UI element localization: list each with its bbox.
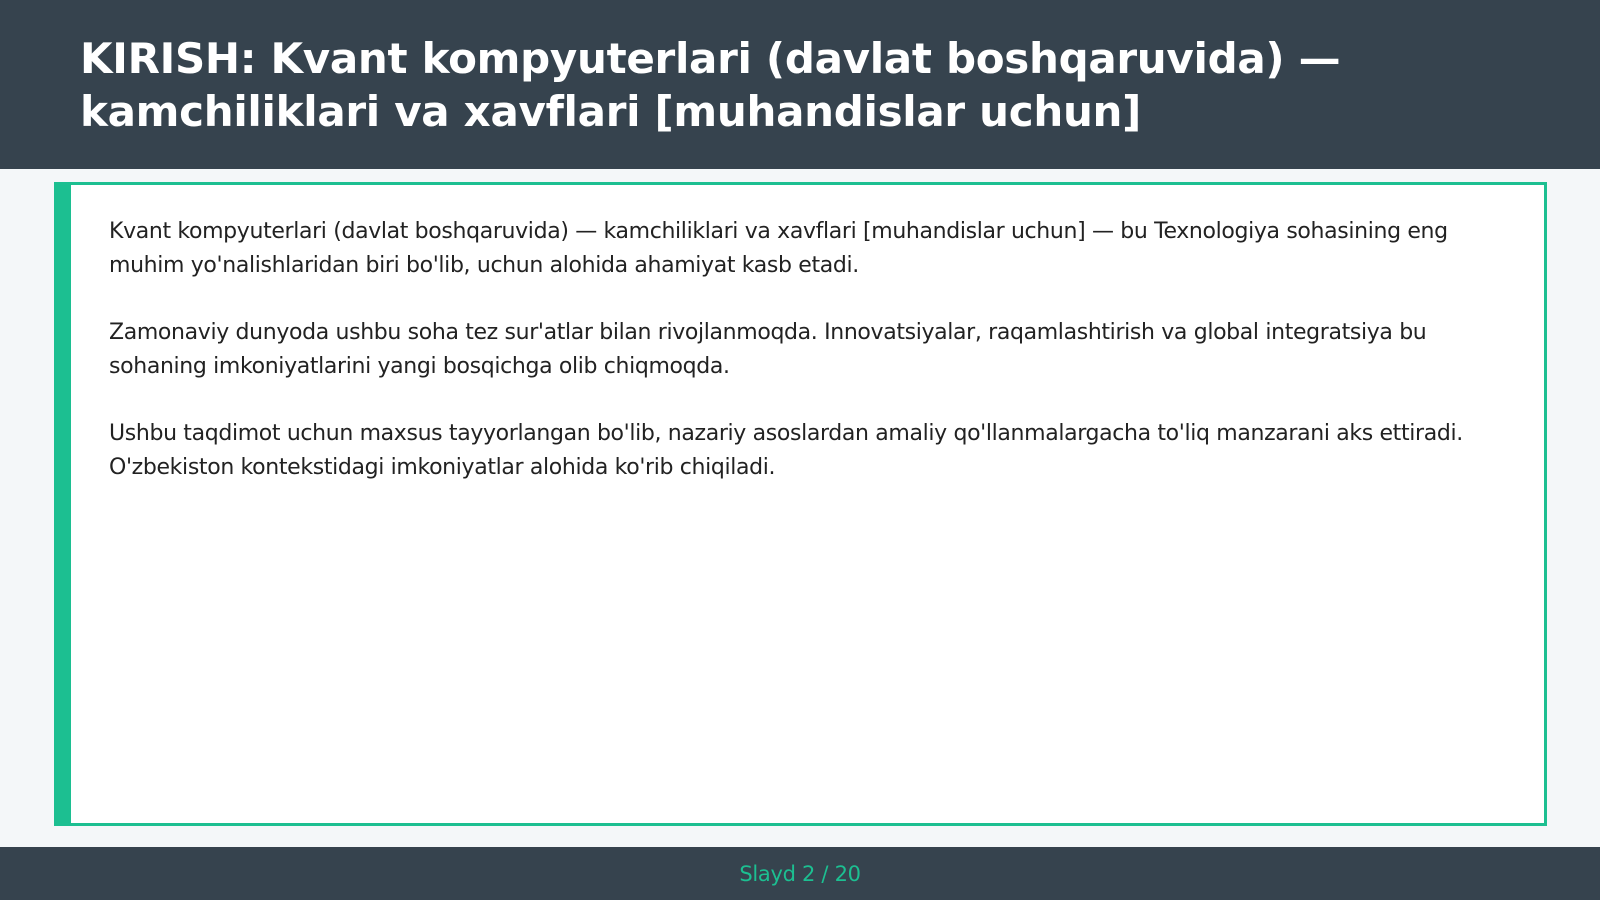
intro-paragraph: Kvant kompyuterlari (davlat boshqaruvida) — kamchiliklari va xavflari [muhandislar uchun] — bu Texnologiya sohasining eng muhim yo'nalishlaridan biri bo'lib, uchun alohida ahamiyat kasb etadi.	[109, 219, 1448, 278]
slide-title: KIRISH: Kvant kompyuterlari (davlat boshqaruvida) — kamchiliklari va xavflari [muhandislar uchun]	[80, 34, 1341, 136]
content-body	[71, 185, 1544, 485]
content-panel	[54, 182, 1547, 826]
slide-footer	[0, 847, 1600, 900]
purpose-paragraph: Ushbu taqdimot uchun maxsus tayyorlangan bo'lib, nazariy asoslardan amaliy qo'llanmalargacha to'liq manzarani aks ettiradi. O'zbekiston kontekstidagi imkoniyatlar alohida ko'rib chiqiladi.	[109, 421, 1463, 480]
slide-counter: Slayd 2 / 20	[739, 861, 861, 886]
slide-header	[0, 0, 1600, 169]
context-paragraph: Zamonaviy dunyoda ushbu soha tez sur'atlar bilan rivojlanmoqda. Innovatsiyalar, raqamlashtirish va global integratsiya bu sohaning imkoniyatlarini yangi bosqichga olib chiqmoqda.	[109, 320, 1427, 379]
